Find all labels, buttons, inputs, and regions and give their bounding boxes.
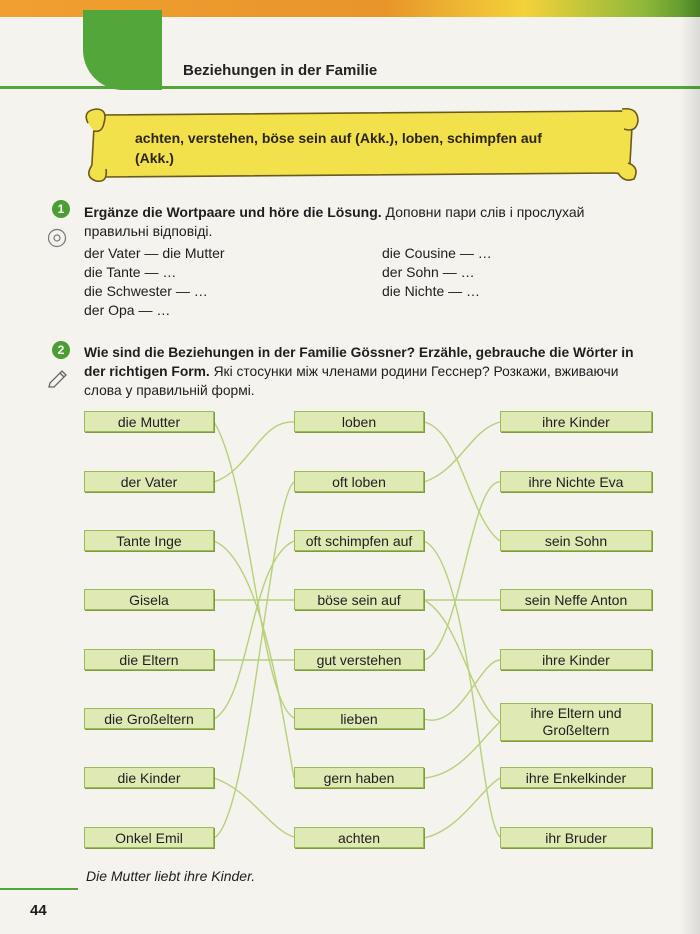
task-2-instruction-uk: Які стосунки між членами родини Гесснер? Розкажи, вживаючи слова у правильній формі. [84,364,619,398]
example-sentence: Die Mutter liebt ihre Kinder. [86,868,256,884]
word-pair: der Sohn — … [382,264,475,280]
middle-box: oft schimpfen auf [294,530,424,551]
middle-box: lieben [294,708,424,729]
right-box: sein Sohn [500,530,652,551]
task-1-instruction-uk: Доповни пари слів і прослухай правильні відповіді. [84,204,585,239]
task-1-instruction [84,203,644,241]
task-2-instruction [84,343,636,400]
task-2-instruction-de: Wie sind die Beziehungen in der Familie Gössner? Erzähle, gebrauche die Wörter in der richtigen Form. [84,345,634,379]
right-box: ihre Kinder [500,649,652,670]
left-box: die Großeltern [84,708,214,729]
middle-box: böse sein auf [294,589,424,610]
right-box: ihre Eltern und Großeltern [500,703,652,741]
middle-box: gut verstehen [294,649,424,670]
task-2-badge: 2 [52,341,70,359]
word-pair: die Schwester — … [84,283,208,299]
right-box: ihr Bruder [500,827,652,848]
left-box: die Kinder [84,767,214,788]
page-number: 44 [30,902,47,919]
middle-box: oft loben [294,471,424,492]
right-box: ihre Kinder [500,411,652,432]
header-rule [0,86,700,89]
word-pair: die Cousine — … [382,245,492,261]
green-corner-tab [83,10,162,90]
right-box: ihre Enkelkinder [500,767,652,788]
page-edge-shadow [680,0,700,934]
cd-icon [47,228,67,248]
word-pair: der Vater — die Mutter [84,245,225,261]
word-pair: die Tante — … [84,264,177,280]
middle-box: achten [294,827,424,848]
footer-rule [0,888,78,890]
word-pair: die Nichte — … [382,283,481,299]
left-box: Gisela [84,589,214,610]
left-box: die Mutter [84,411,214,432]
right-box: sein Neffe Anton [500,589,652,610]
middle-box: loben [294,411,424,432]
right-box: ihre Nichte Eva [500,471,652,492]
word-pair: der Opa — … [84,302,171,318]
left-box: die Eltern [84,649,214,670]
left-box: der Vater [84,471,214,492]
pencil-icon [47,368,71,388]
left-box: Onkel Emil [84,827,214,848]
task-1-instruction-de: Ergänze die Wortpaare und höre die Lösung. [84,204,382,220]
left-box: Tante Inge [84,530,214,551]
middle-box: gern haben [294,767,424,788]
vocabulary-words: achten, verstehen, böse sein auf (Akk.), loben, schimpfen auf (Akk.) [135,130,542,166]
page-title: Beziehungen in der Familie [183,62,378,79]
task-1-badge: 1 [52,200,70,218]
